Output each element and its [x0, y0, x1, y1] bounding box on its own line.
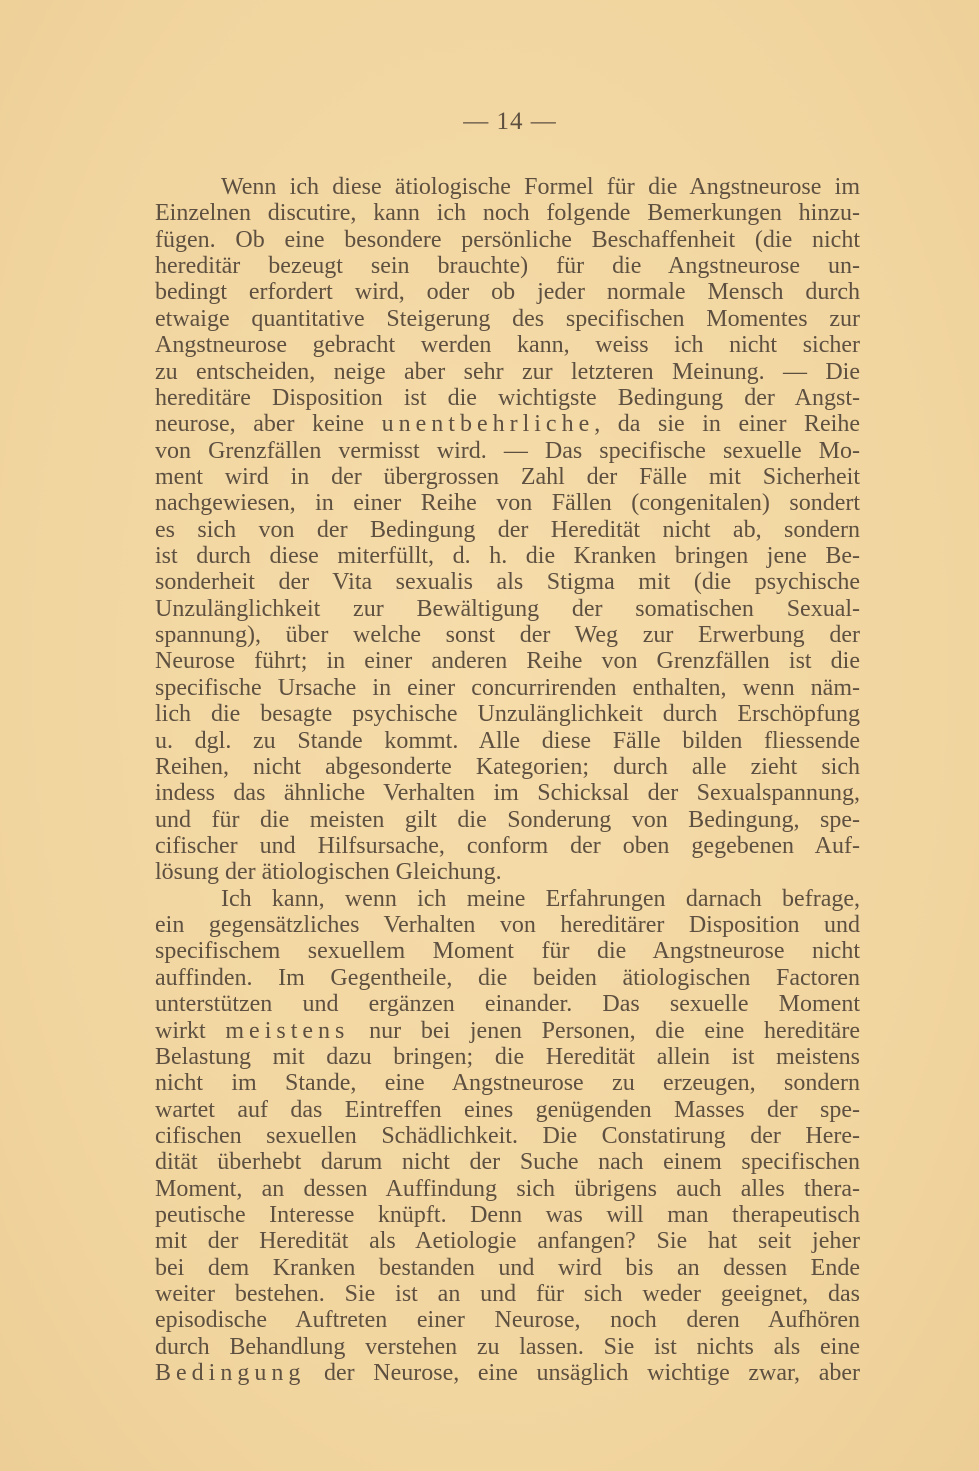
text-segment: Wenn ich diese ätiologische Formel für die Angstneurose im — [221, 174, 860, 200]
text-segment: hereditär bezeugt sein brauchte) für die Angstneurose un- — [155, 253, 860, 280]
text-segment: specifische Ursache in einer concurrirenden enthalten, wenn näm- — [155, 674, 860, 701]
text-line — [155, 754, 860, 780]
page-number: — 14 — — [463, 108, 557, 135]
text-segment: specifischem sexuellem Moment für die Angstneurose nicht — [155, 938, 860, 965]
text-line — [155, 411, 860, 437]
text-line — [155, 1255, 860, 1281]
text-line — [155, 807, 860, 833]
text-segment: Ich kann, wenn ich meine Erfahrungen darnach befrage, — [221, 885, 860, 912]
text-segment: ment wird in der übergrossen Zahl der Fälle mit Sicherheit — [155, 463, 860, 490]
text-segment: zu entscheiden, neige aber sehr zur letzteren Meinung. — Die — [155, 358, 860, 385]
text-segment: durch Behandlung verstehen zu lassen. Sie ist nichts als eine — [155, 1333, 860, 1360]
text-segment: unterstützen und ergänzen einander. Das sexuelle Moment — [155, 991, 860, 1018]
text-line — [155, 1228, 860, 1254]
text-line — [155, 622, 860, 648]
text-line — [155, 596, 860, 622]
text-segment: nicht im Stande, eine Angstneurose zu erzeugen, sondern — [155, 1070, 860, 1097]
text-line — [155, 859, 860, 885]
text-segment: wirkt — [155, 1017, 226, 1044]
text-line — [155, 227, 860, 253]
text-line — [155, 1123, 860, 1149]
text-segment: dität überhebt darum nicht der Suche nach einem specifischen — [155, 1149, 860, 1176]
text-segment: Angstneurose gebracht werden kann, weiss ich nicht sicher — [155, 332, 860, 359]
text-segment: es sich von der Bedingung der Heredität nicht ab, sondern — [155, 516, 860, 543]
text-segment: fügen. Ob eine besondere persönliche Beschaffenheit (die nicht — [155, 226, 860, 253]
text-line — [155, 332, 860, 358]
text-line — [155, 912, 860, 938]
text-segment: auffinden. Im Gegentheile, die beiden ätiologischen Factoren — [155, 964, 860, 991]
text-segment: Einzelnen discutire, kann ich noch folgende Bemerkungen hinzu- — [155, 200, 860, 227]
text-line — [155, 701, 860, 727]
text-segment: nur bei jenen Personen, die eine hereditäre — [349, 1017, 860, 1044]
text-segment: lösung der ätiologischen Gleichung. — [155, 859, 502, 886]
spaced-emphasis: unentbehrliche — [381, 411, 595, 438]
text-segment: cifischer und Hilfsursache, conform der oben gegebenen Auf- — [155, 832, 860, 859]
text-segment: und für die meisten gilt die Sonderung von Bedingung, spe- — [155, 806, 860, 833]
text-segment: peutische Interesse knüpft. Denn was will man therapeutisch — [155, 1202, 860, 1229]
text-line — [155, 569, 860, 595]
text-line — [155, 464, 860, 490]
text-line — [155, 543, 860, 569]
text-segment: episodische Auftreten einer Neurose, noch deren Aufhören — [155, 1307, 860, 1334]
text-line — [155, 174, 860, 200]
text-segment: Reihen, nicht abgesonderte Kategorien; durch alle zieht sich — [155, 753, 860, 780]
text-line — [155, 200, 860, 226]
text-line — [155, 938, 860, 964]
text-segment: hereditäre Disposition ist die wichtigste Bedingung der Angst- — [155, 384, 860, 411]
text-line — [155, 279, 860, 305]
text-line — [155, 1149, 860, 1175]
text-segment: Moment, an dessen Auffindung sich übrigens auch alles thera- — [155, 1175, 860, 1202]
text-line — [155, 648, 860, 674]
text-segment: Unzulänglichkeit zur Bewältigung der somatischen Sexual- — [155, 595, 860, 622]
text-line — [155, 1334, 860, 1360]
text-segment: cifischen sexuellen Schädlichkeit. Die Constatirung der Here- — [155, 1122, 860, 1149]
text-line — [155, 1070, 860, 1096]
text-segment: spannung), über welche sonst der Weg zur Erwerbung der — [155, 622, 860, 649]
text-line — [155, 1044, 860, 1070]
text-segment: mit der Heredität als Aetiologie anfangen? Sie hat seit jeher — [155, 1228, 860, 1255]
text-line — [155, 490, 860, 516]
text-line — [155, 306, 860, 332]
text-segment: nachgewiesen, in einer Reihe von Fällen (congenitalen) sondert — [155, 490, 860, 517]
text-line — [155, 1360, 860, 1386]
text-line — [155, 359, 860, 385]
text-line — [155, 1176, 860, 1202]
text-line — [155, 253, 860, 279]
text-segment: lich die besagte psychische Unzulänglichkeit durch Erschöpfung — [155, 701, 860, 728]
text-segment: von Grenzfällen vermisst wird. — Das specifische sexuelle Mo- — [155, 437, 860, 464]
text-line — [155, 438, 860, 464]
text-line — [155, 728, 860, 754]
text-line — [155, 833, 860, 859]
text-line — [155, 1307, 860, 1333]
text-line — [155, 886, 860, 912]
text-line — [155, 1018, 860, 1044]
text-segment: ist durch diese miterfüllt, d. h. die Kranken bringen jene Be- — [155, 543, 860, 570]
text-line — [155, 965, 860, 991]
text-segment: , da sie in einer Reihe — [594, 411, 861, 438]
body-text — [155, 174, 860, 1387]
text-line — [155, 517, 860, 543]
text-segment: bei dem Kranken bestanden und wird bis an dessen Ende — [155, 1254, 860, 1281]
spaced-emphasis: meistens — [225, 1017, 350, 1044]
text-line — [155, 1097, 860, 1123]
text-line — [155, 991, 860, 1017]
text-segment: etwaige quantitative Steigerung des specifischen Momentes zur — [155, 305, 860, 332]
text-segment: bedingt erfordert wird, oder ob jeder normale Mensch durch — [155, 279, 860, 306]
text-segment: neurose, aber keine — [155, 411, 382, 438]
spaced-emphasis: Bedingung — [155, 1360, 306, 1387]
text-segment: u. dgl. zu Stande kommt. Alle diese Fälle bilden fliessende — [155, 727, 860, 754]
text-segment: indess das ähnliche Verhalten im Schicksal der Sexualspannung, — [155, 780, 860, 807]
text-segment: weiter bestehen. Sie ist an und für sich weder geeignet, das — [155, 1281, 860, 1308]
text-segment: der Neurose, eine unsäglich wichtige zwar, aber — [305, 1360, 860, 1387]
text-segment: sonderheit der Vita sexualis als Stigma mit (die psychische — [155, 569, 860, 596]
text-line — [155, 1281, 860, 1307]
text-line — [155, 1202, 860, 1228]
text-line — [155, 675, 860, 701]
text-line — [155, 780, 860, 806]
text-line — [155, 385, 860, 411]
text-segment: ein gegensätzliches Verhalten von hereditärer Disposition und — [155, 912, 860, 939]
text-segment: wartet auf das Eintreffen eines genügenden Masses der spe- — [155, 1096, 860, 1123]
text-segment: Belastung mit dazu bringen; die Heredität allein ist meistens — [155, 1043, 860, 1070]
text-segment: Neurose führt; in einer anderen Reihe von Grenzfällen ist die — [155, 648, 860, 675]
